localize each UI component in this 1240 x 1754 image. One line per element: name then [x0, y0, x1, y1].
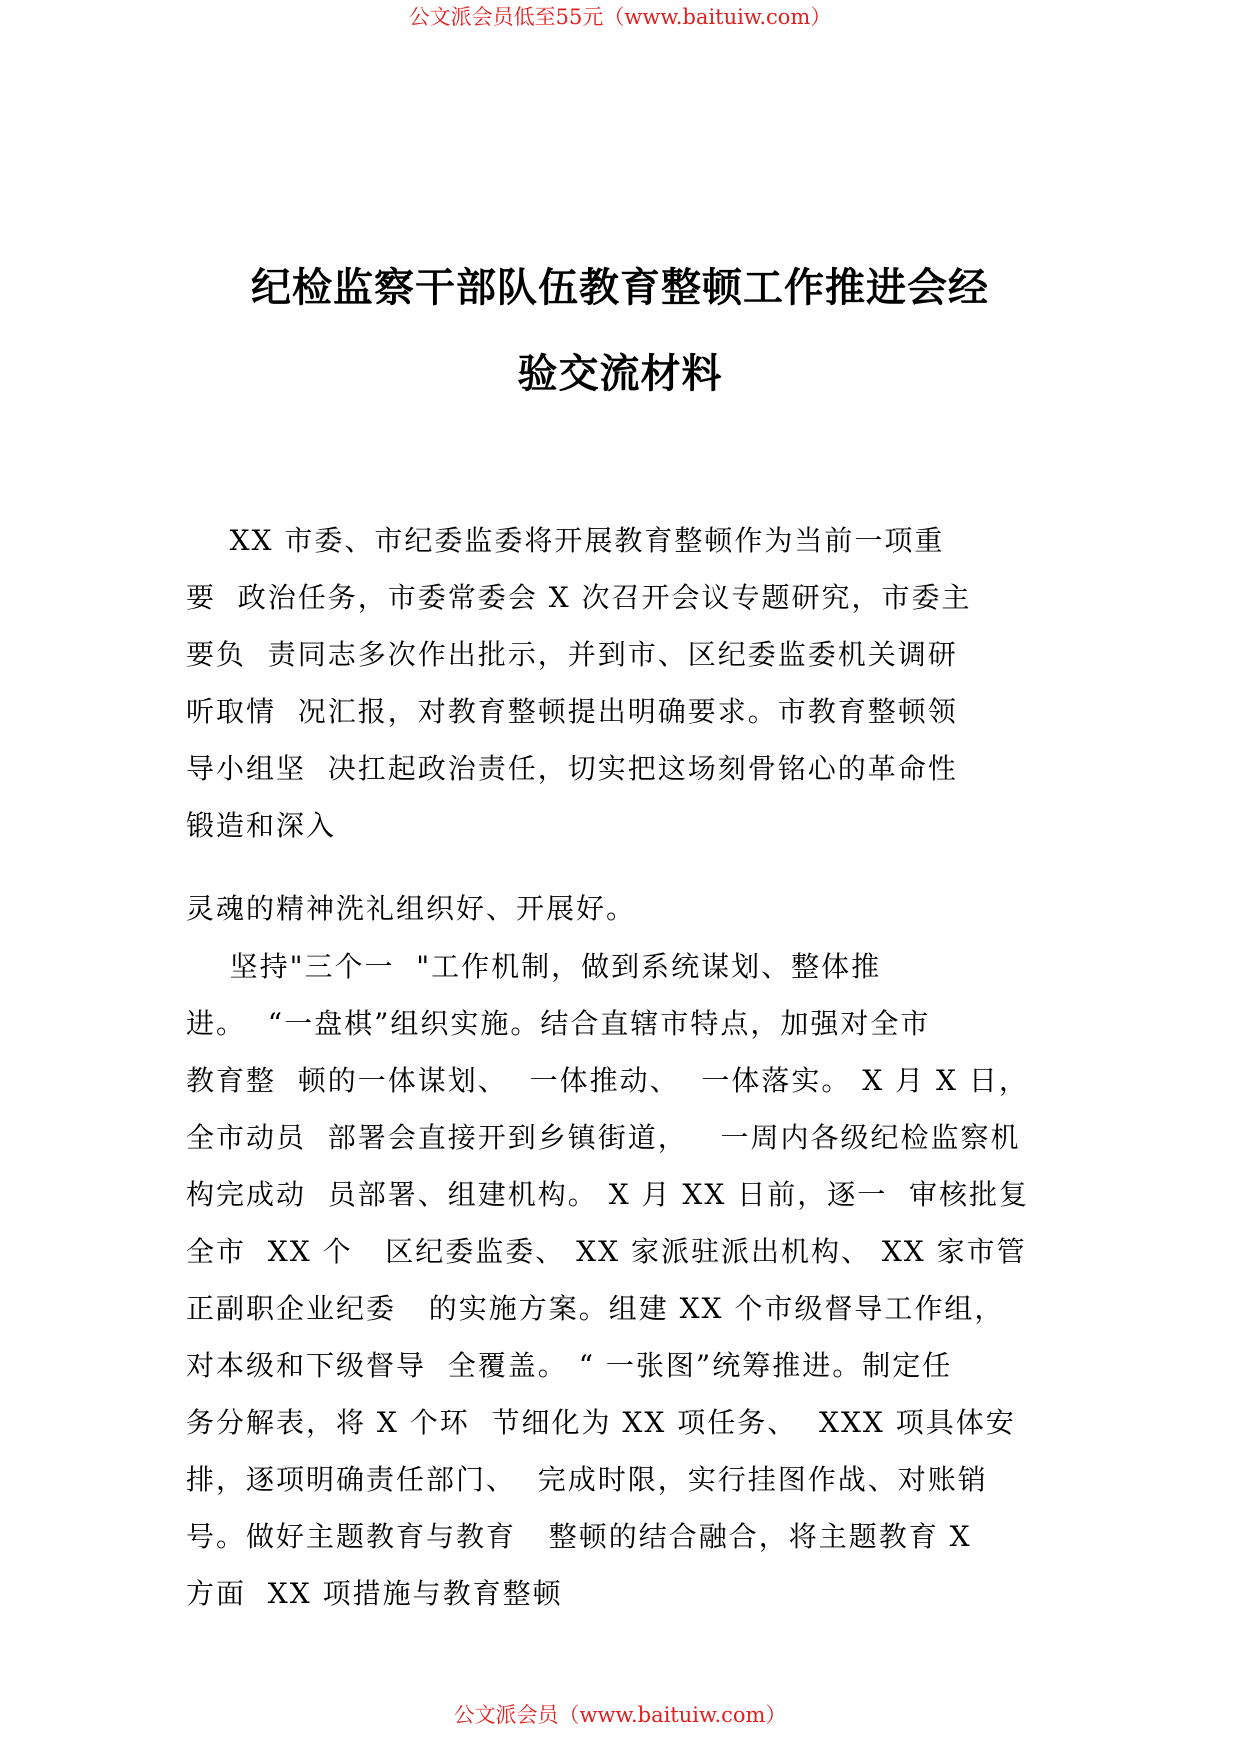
paragraph-line: 构完成动 员部署、组建机构。 X 月 XX 日前，逐一 审核批复 [186, 1178, 1030, 1211]
document-title [180, 245, 1060, 417]
paragraph-line: 全市 XX 个 区纪委监委、 XX 家派驻派出机构、 XX 家市管 [186, 1235, 1027, 1268]
paragraph-line: 号。做好主题教育与教育 整顿的结合融合，将主题教育 X [186, 1520, 972, 1553]
paragraph-3 [186, 938, 1066, 1622]
header-promo-banner: 公文派会员低至55元（www.baituiw.com） [408, 5, 832, 29]
paragraph-2 [186, 880, 1066, 937]
paragraph-line: 对本级和下级督导 全覆盖。 “ 一张图”统筹推进。制定任 [186, 1349, 953, 1382]
paragraph-line: 教育整 顿的一体谋划、 一体推动、 一体落实。 X 月 X 日， [186, 1064, 1029, 1097]
paragraph-line: 进。 “一盘棋”组织实施。结合直辖市特点，加强对全市 [186, 1007, 931, 1040]
paragraph-line: 导小组坚 决扛起政治责任，切实把这场刻骨铭心的革命性 [186, 752, 958, 785]
paragraph-line: 方面 XX 项措施与教育整顿 [186, 1577, 563, 1610]
paragraph-line: 锻造和深入 [186, 809, 337, 842]
paragraph-line: 听取情 况汇报，对教育整顿提出明确要求。市教育整顿领 [186, 695, 958, 728]
paragraph-line: 全市动员 部署会直接开到乡镇街道， 一周内各级纪检监察机 [186, 1121, 1021, 1154]
paragraph-line: 要 政治任务，市委常委会 X 次召开会议专题研究，市委主 [186, 581, 972, 614]
paragraph-1 [186, 512, 1066, 854]
title-line-1: 纪检监察干部队伍教育整顿工作推进会经 [251, 265, 989, 311]
paragraph-line: XX 市委、市纪委监委将开展教育整顿作为当前一项重 [186, 524, 945, 557]
paragraph-line: 灵魂的精神洗礼组织好、开展好。 [186, 892, 637, 925]
title-line-2: 验交流材料 [517, 351, 723, 397]
paragraph-line: 坚持"三个一 "工作机制，做到系统谋划、整体推 [186, 950, 882, 983]
footer-promo-banner: 公文派会员（www.baituiw.com） [453, 1703, 787, 1727]
paragraph-line: 排，逐项明确责任部门、 完成时限，实行挂图作战、对账销 [186, 1463, 988, 1496]
paragraph-line: 要负 责同志多次作出批示，并到市、区纪委监委机关调研 [186, 638, 958, 671]
paragraph-line: 务分解表，将 X 个环 节细化为 XX 项任务、 XXX 项具体安 [186, 1406, 1016, 1439]
paragraph-line: 正副职企业纪委 的实施方案。组建 XX 个市级督导工作组， [186, 1292, 1005, 1325]
